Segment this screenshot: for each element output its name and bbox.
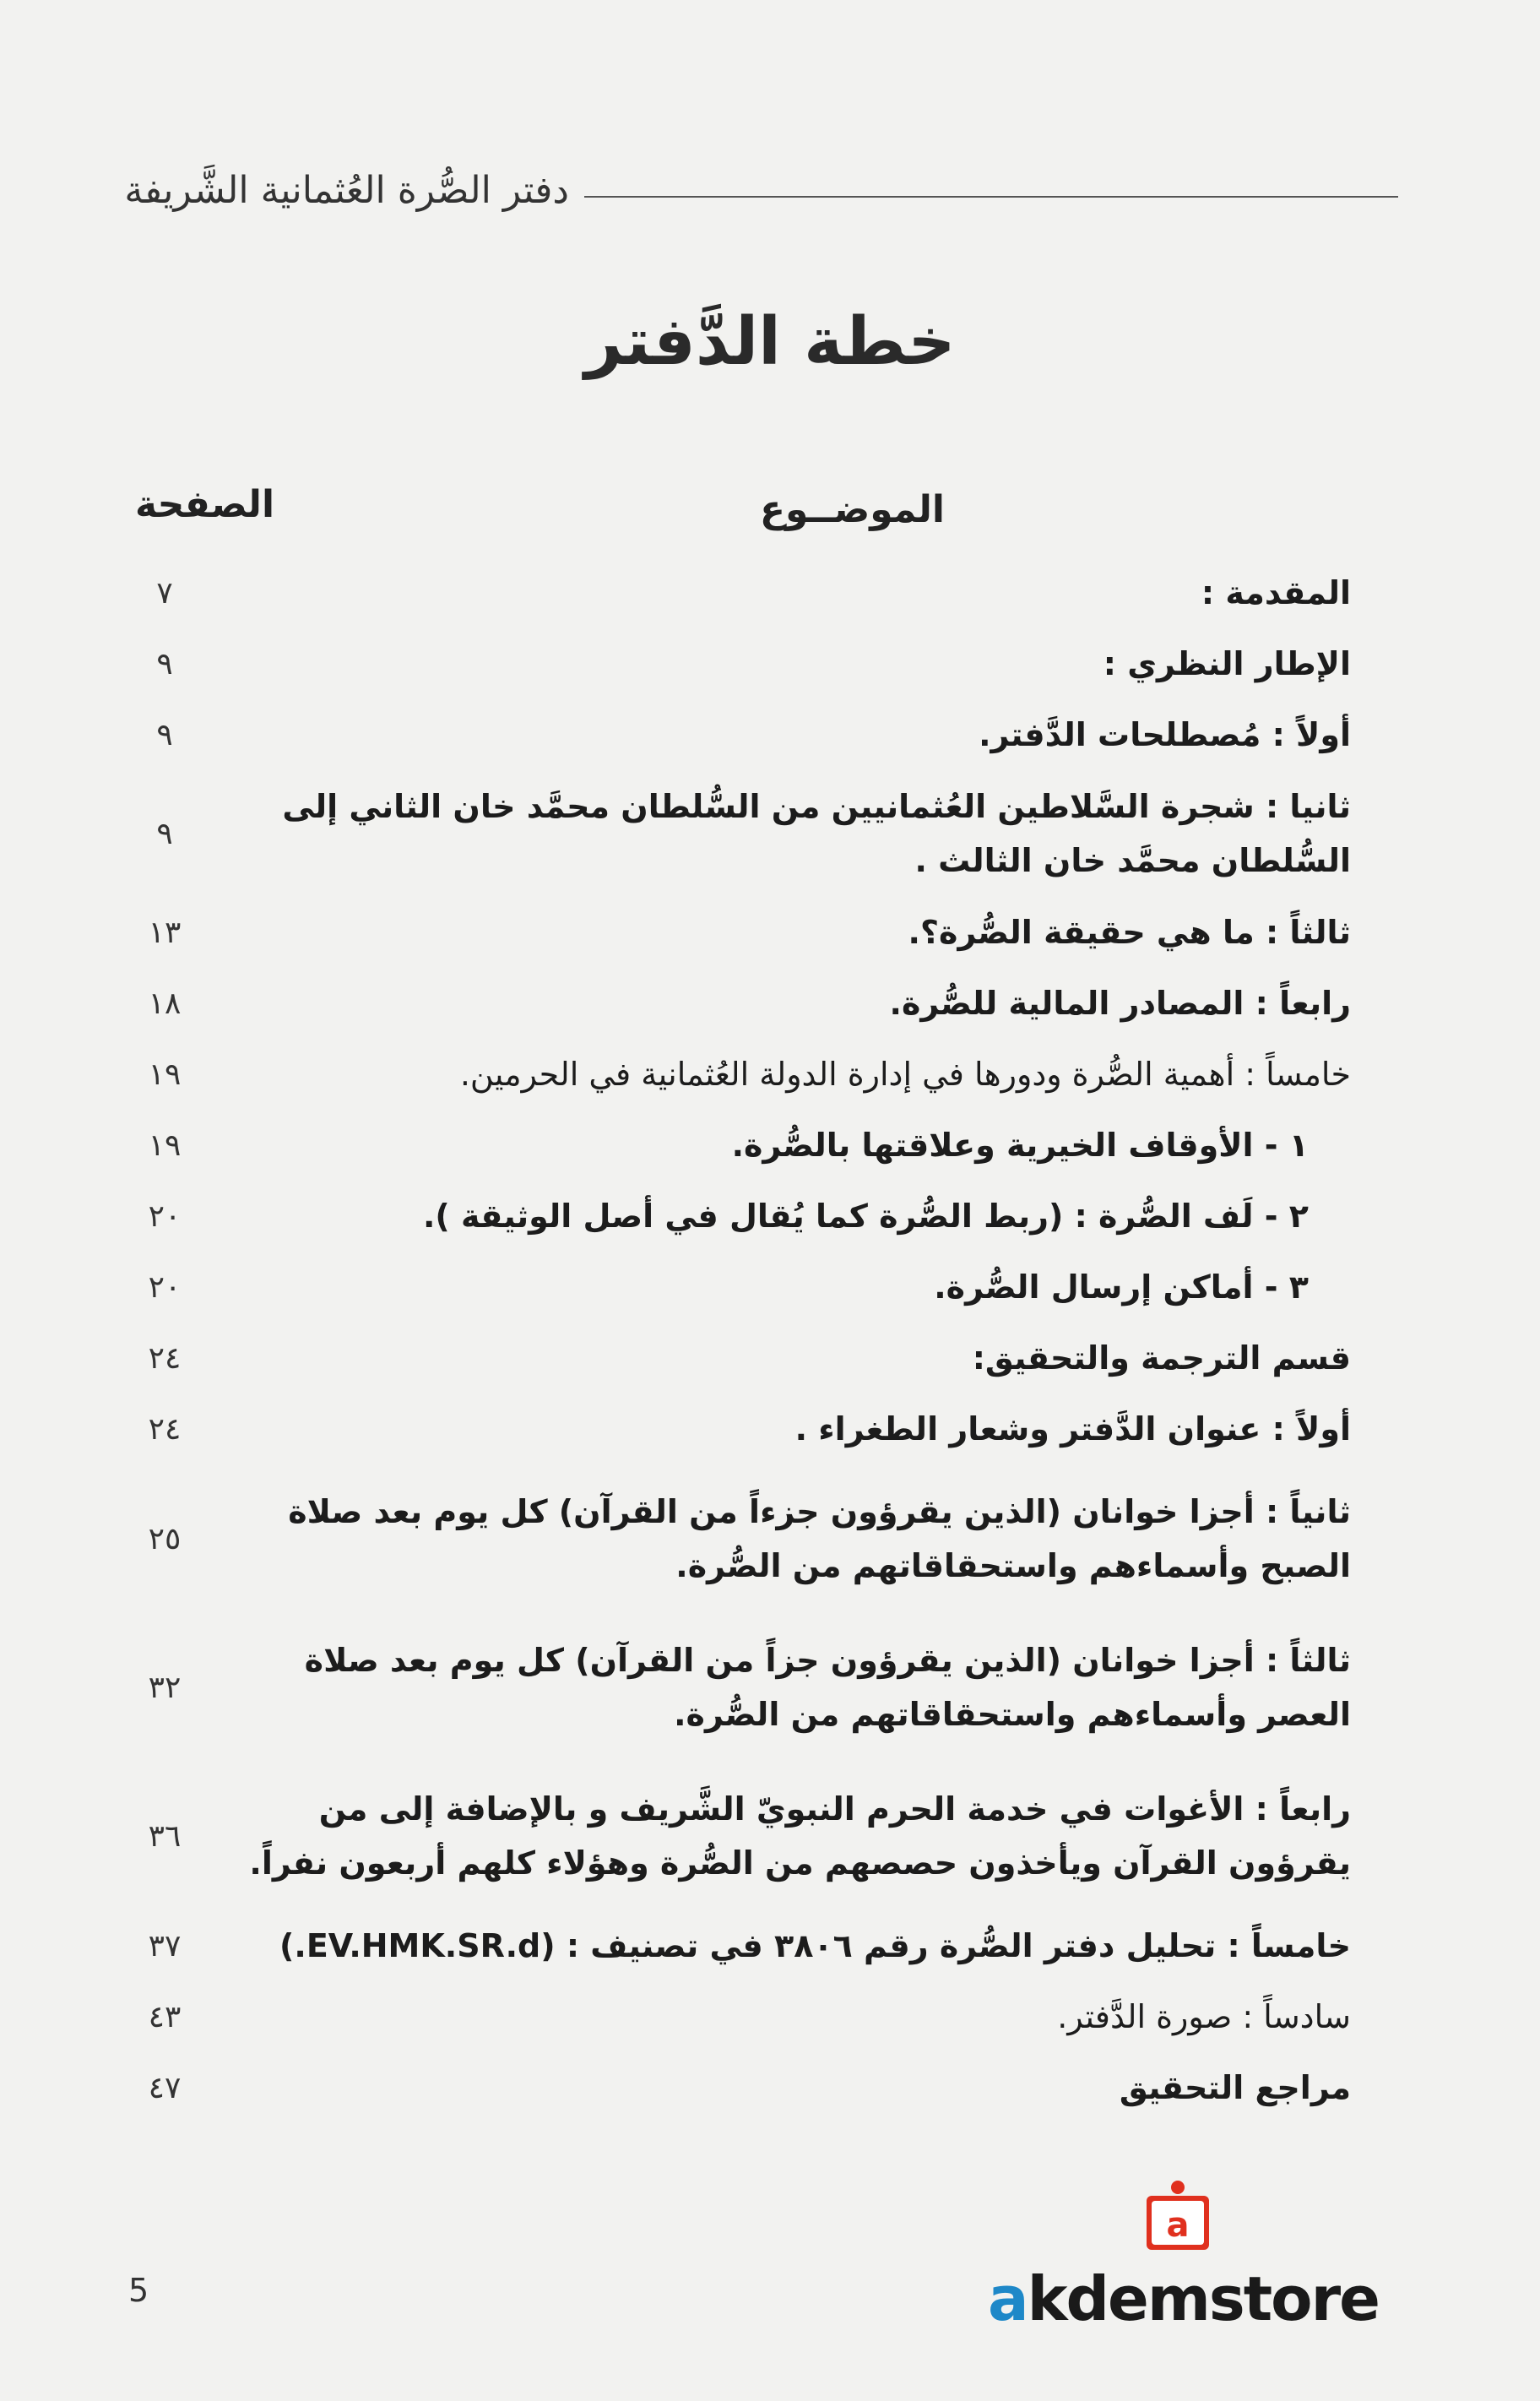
toc-page: ٣٧ (148, 1928, 182, 1964)
toc-topic: قسم الترجمة والتحقيق: (972, 1339, 1351, 1377)
toc-topic: ٣ - أماكن إرسال الصُّرة. (934, 1268, 1309, 1306)
akdemstore-logo (988, 2179, 1379, 2348)
toc-row (110, 1981, 1351, 2052)
page-title: خطة الدَّفتر (584, 304, 956, 380)
toc-row (110, 897, 1351, 968)
toc-row (110, 1910, 1351, 1981)
toc-page: ٣٦ (148, 1818, 182, 1854)
toc-page: ٧ (156, 575, 173, 611)
toc-row (110, 1252, 1351, 1323)
brand-rest: kdemstore (1027, 2263, 1379, 2334)
toc-row (110, 2052, 1351, 2123)
toc-page: ٤٧ (148, 2070, 182, 2105)
toc-page: ٢٠ (148, 1198, 182, 1234)
toc-topic: ثالثاً : أجزا خوانان (الذين يقرؤون جزاً من القرآن) كل يوم بعد صلاة العصر وأسماءهم واستحقاقاتهم من الصُّرة. (304, 1642, 1351, 1733)
brand-a: a (988, 2263, 1028, 2334)
toc-topic: ثانياً : أجزا خوانان (الذين يقرؤون جزءاً من القرآن) كل يوم بعد صلاة الصبح وأسماءهم واستحقاقاتهم من الصُّرة. (288, 1493, 1351, 1584)
toc-page: ٣٢ (148, 1670, 182, 1705)
toc-topic: ثالثاً : ما هي حقيقة الصُّرة؟. (908, 914, 1351, 951)
toc-topic: أولاً : عنوان الدَّفتر وشعار الطغراء . (794, 1410, 1351, 1448)
toc-topic: رابعاً : الأغوات في خدمة الحرم النبويّ الشَّريف و بالإضافة إلى من يقرؤون القرآن ويأخذون حصصهم من الصُّرة وهؤلاء كلهم أربعون نفراً. (249, 1790, 1351, 1882)
toc-page: ٢٥ (148, 1521, 182, 1556)
logo-mark-letter: a (1166, 2206, 1190, 2245)
toc-page: ٩ (156, 816, 173, 851)
toc-topic: أولاً : مُصطلحات الدَّفتر. (979, 716, 1351, 753)
toc-topic: خامساً : تحليل دفتر الصُّرة رقم ٣٨٠٦ في تصنيف : (EV.HMK.SR.d.) (279, 1927, 1351, 1964)
toc-page: ١٩ (148, 1127, 182, 1163)
brand-wordmark (988, 2263, 1379, 2334)
toc-page: ٢٤ (148, 1340, 182, 1376)
column-header-page: الصفحة (135, 483, 275, 526)
column-header-subject: الموضــوع (760, 488, 945, 531)
toc-row (110, 1613, 1351, 1762)
header-divider (584, 196, 1398, 198)
toc-row (110, 557, 1351, 628)
toc-page: ١٨ (148, 986, 182, 1021)
toc-row (110, 1039, 1351, 1110)
toc-topic: ثانيا : شجرة السَّلاطين العُثمانيين من السُّلطان محمَّد خان الثاني إلى السُّلطان محمَّد خان الثالث . (282, 788, 1351, 879)
toc-page: ٤٣ (148, 1999, 182, 2034)
page-number: 5 (128, 2272, 149, 2309)
table-of-contents (110, 557, 1351, 2123)
toc-row (110, 1762, 1351, 1910)
toc-topic: مراجع التحقيق (1119, 2069, 1351, 2106)
toc-topic: خامساً : أهمية الصُّرة ودورها في إدارة الدولة العُثمانية في الحرمين. (459, 1056, 1351, 1093)
toc-topic: سادساً : صورة الدَّفتر. (1057, 1998, 1351, 2035)
toc-row (110, 770, 1351, 897)
toc-topic: ٢ - لَف الصُّرة : (ربط الصُّرة كما يُقال في أصل الوثيقة ). (422, 1198, 1309, 1235)
toc-topic: ١ - الأوقاف الخيرية وعلاقتها بالصُّرة. (731, 1127, 1309, 1164)
toc-page: ٢٤ (148, 1411, 182, 1447)
toc-row (110, 628, 1351, 699)
toc-page: ١٩ (148, 1057, 182, 1092)
toc-row (110, 699, 1351, 770)
book-icon (1140, 2179, 1216, 2255)
toc-topic: رابعاً : المصادر المالية للصُّرة. (889, 985, 1351, 1022)
toc-topic: المقدمة : (1201, 574, 1351, 611)
toc-page: ١٣ (148, 915, 182, 950)
toc-row (110, 1181, 1351, 1252)
toc-row (110, 1464, 1351, 1613)
toc-topic: الإطار النظري : (1103, 645, 1351, 682)
toc-row (110, 1110, 1351, 1181)
toc-page: ٢٠ (148, 1269, 182, 1305)
toc-page: ٩ (156, 646, 173, 682)
running-header-title: دفتر الصُّرة العُثمانية الشَّريفة (124, 169, 569, 212)
toc-row (110, 1393, 1351, 1464)
toc-row (110, 968, 1351, 1039)
toc-row (110, 1323, 1351, 1393)
toc-page: ٩ (156, 717, 173, 752)
